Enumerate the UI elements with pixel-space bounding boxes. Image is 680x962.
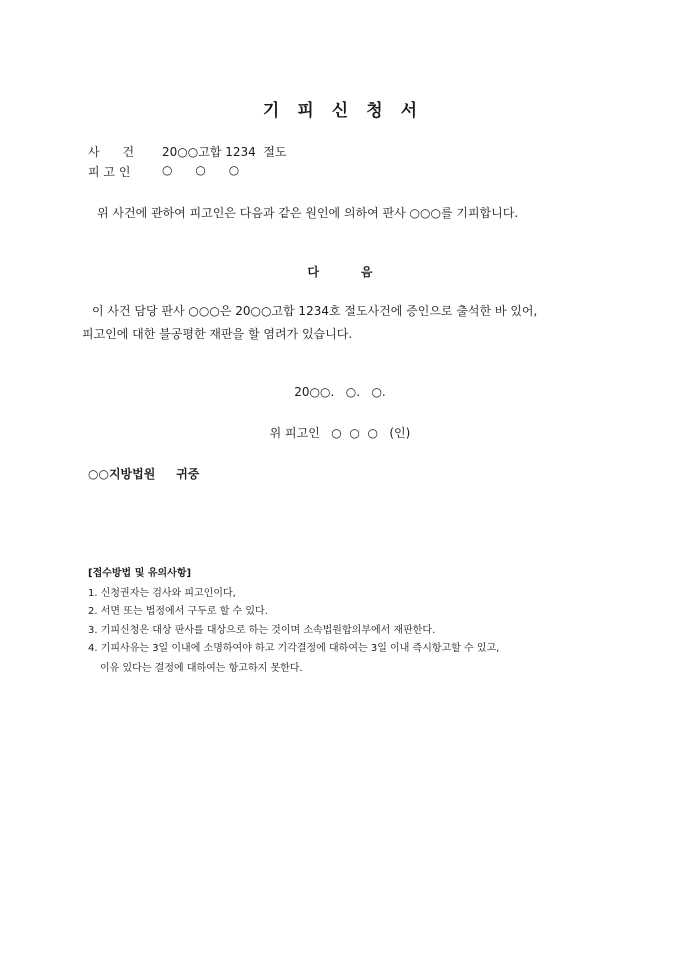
notes-item: 2. 서면 또는 법정에서 구두로 할 수 있다. <box>88 606 268 617</box>
title-char: 기 <box>262 101 280 121</box>
defendant-value: ○ ○ ○ <box>162 163 240 177</box>
intro-paragraph: 위 사건에 관하여 피고인은 다음과 같은 원인에 의하여 판사 ○○○를 기피합니다. <box>97 206 519 220</box>
title-char: 신 <box>331 101 349 121</box>
document-title <box>0 96 680 121</box>
signer-line: 위 피고인 ○ ○ ○ (인) <box>269 426 411 440</box>
defendant-label: 피 고 인 <box>88 165 131 179</box>
body-line-1: 이 사건 담당 판사 ○○○은 20○○고합 1234호 절도사건에 증인으로 출석한 바 있어, <box>92 304 538 318</box>
title-char: 피 <box>297 101 314 121</box>
notes-heading: [접수방법 및 유의사항] <box>88 568 192 579</box>
notes-item: 1. 신청권자는 검사와 피고인이다, <box>88 588 236 599</box>
document-date: 20○○. ○. ○. <box>294 385 386 399</box>
title-char: 서 <box>400 101 418 121</box>
notes-item-continuation: 이유 있다는 결정에 대하여는 항고하지 못한다. <box>100 663 303 674</box>
case-label: 사 건 <box>88 145 135 159</box>
notes-item: 3. 기피신청은 대상 판사를 대상으로 하는 것이며 소속법원합의부에서 재판한다. <box>88 625 436 636</box>
section-heading: 다 음 <box>307 265 373 279</box>
notes-item: 4. 기피사유는 3일 이내에 소명하여야 하고 기각결정에 대하여는 3일 이내 즉시항고할 수 있고, <box>88 643 500 654</box>
addressee: ○○지방법원 귀중 <box>88 467 200 481</box>
title-char: 청 <box>366 101 383 121</box>
case-value: 20○○고합 1234 절도 <box>162 145 287 159</box>
body-line-2: 피고인에 대한 불공평한 재판을 할 염려가 있습니다. <box>82 327 353 341</box>
